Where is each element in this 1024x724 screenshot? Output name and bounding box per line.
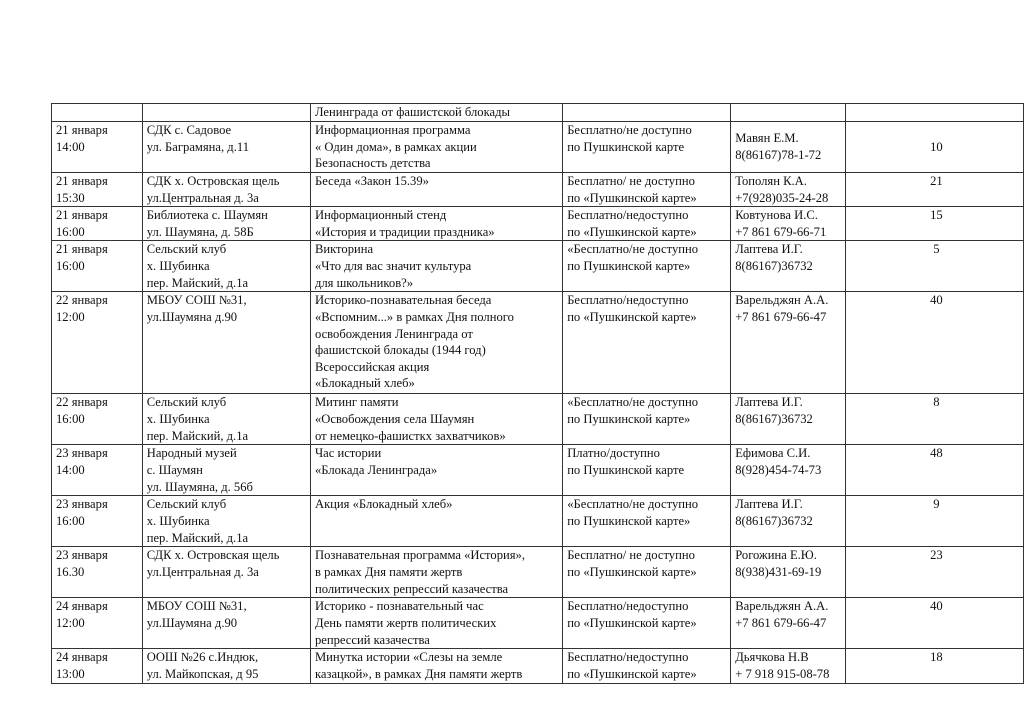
date-line: 23 января bbox=[56, 548, 108, 563]
event-line: «Вспомним...» в рамках Дня полного bbox=[314, 309, 514, 324]
contact-cell bbox=[731, 122, 846, 173]
payment-line: «Бесплатно/не доступно bbox=[567, 395, 699, 410]
contact-line: Ефимова С.И. bbox=[735, 446, 811, 461]
payment-line: по «Пушкинской карте» bbox=[567, 615, 697, 630]
place-line: пер. Майский, д.1а bbox=[146, 428, 249, 443]
event-line: День памяти жертв политических bbox=[314, 615, 497, 630]
payment-line: по Пушкинской карте bbox=[567, 139, 685, 154]
contact-cell bbox=[731, 598, 846, 649]
payment-line: по «Пушкинской карте» bbox=[567, 224, 697, 239]
contact-cell bbox=[731, 547, 846, 598]
place-cell bbox=[142, 241, 310, 292]
table-row bbox=[52, 122, 1024, 173]
count-value: 10 bbox=[930, 139, 943, 154]
place-cell bbox=[142, 104, 310, 122]
contact-line: +7(928)035-24-28 bbox=[735, 190, 829, 205]
place-line: МБОУ СОШ №31, bbox=[146, 293, 247, 308]
event-line: Историко-познавательная беседа bbox=[314, 293, 492, 308]
count-value: 48 bbox=[930, 446, 943, 461]
place-line: х. Шубинка bbox=[146, 513, 210, 528]
place-line: Народный музей bbox=[146, 446, 237, 461]
contact-cell bbox=[731, 241, 846, 292]
contact-cell bbox=[731, 445, 846, 496]
place-cell bbox=[142, 547, 310, 598]
place-cell bbox=[142, 496, 310, 547]
contact-line: 8(938)431-69-19 bbox=[735, 564, 822, 579]
place-line: пер. Майский, д.1а bbox=[146, 530, 249, 545]
contact-cell bbox=[731, 104, 846, 122]
payment-line: Бесплатно/недоступно bbox=[567, 293, 689, 308]
date-cell bbox=[52, 104, 143, 122]
event-line: Митинг памяти bbox=[314, 395, 399, 410]
place-cell bbox=[142, 445, 310, 496]
payment-line: Бесплатно/недоступно bbox=[567, 208, 689, 223]
payment-line: по Пушкинской карте» bbox=[567, 513, 691, 528]
place-line: СДК с. Садовое bbox=[146, 123, 232, 137]
place-line: СДК х. Островская щель bbox=[146, 174, 280, 188]
date-line: 21 января bbox=[56, 242, 108, 257]
event-line: Безопасность детства bbox=[314, 156, 431, 171]
event-cell bbox=[310, 207, 562, 241]
table-row bbox=[52, 445, 1024, 496]
contact-line: 8(86167)78-1-72 bbox=[735, 148, 822, 162]
count-cell bbox=[845, 173, 1023, 207]
date-line: 21 января bbox=[56, 123, 108, 137]
place-line: ул. Шаумяна, д. 58Б bbox=[146, 224, 254, 239]
date-line: 14:00 bbox=[56, 462, 85, 477]
place-line: Сельский клуб bbox=[146, 242, 227, 257]
date-cell bbox=[52, 598, 143, 649]
payment-line: по Пушкинской карте bbox=[567, 462, 685, 477]
payment-cell bbox=[563, 104, 731, 122]
date-line: 12:00 bbox=[56, 309, 85, 324]
event-line: «История и традиции праздника» bbox=[314, 224, 495, 239]
count-cell bbox=[845, 241, 1023, 292]
place-cell bbox=[142, 207, 310, 241]
count-value: 18 bbox=[930, 650, 943, 665]
event-line: казацкой», в рамках Дня памяти жертв bbox=[314, 666, 523, 681]
event-cell bbox=[310, 394, 562, 445]
payment-line: Платно/доступно bbox=[567, 446, 660, 461]
count-cell bbox=[845, 598, 1023, 649]
payment-line: по Пушкинской карте» bbox=[567, 411, 691, 426]
date-cell bbox=[52, 496, 143, 547]
event-line: Познавательная программа «История», bbox=[314, 548, 525, 563]
contact-cell bbox=[731, 649, 846, 683]
event-line: «Блокада Ленинграда» bbox=[314, 462, 438, 477]
count-cell bbox=[845, 445, 1023, 496]
date-line: 21 января bbox=[56, 174, 108, 188]
payment-cell bbox=[563, 207, 731, 241]
place-line: Библиотека с. Шаумян bbox=[146, 208, 268, 223]
event-line: «Освобождения села Шаумян bbox=[314, 411, 475, 426]
event-line: для школьников?» bbox=[314, 275, 414, 290]
event-line: Час истории bbox=[314, 446, 382, 461]
contact-line: Ковтунова И.С. bbox=[735, 208, 818, 223]
date-line: 23 января bbox=[56, 446, 108, 461]
count-value: 21 bbox=[930, 174, 943, 188]
contact-line: +7 861 679-66-47 bbox=[735, 615, 827, 630]
count-value: 40 bbox=[930, 293, 943, 308]
payment-line: по «Пушкинской карте» bbox=[567, 190, 697, 205]
date-line: 16:00 bbox=[56, 258, 85, 273]
contact-line: Лаптева И.Г. bbox=[735, 395, 803, 410]
date-line: 22 января bbox=[56, 293, 108, 308]
place-cell bbox=[142, 292, 310, 394]
payment-cell bbox=[563, 547, 731, 598]
event-line: «Блокадный хлеб» bbox=[314, 376, 415, 391]
count-cell bbox=[845, 547, 1023, 598]
event-line: Ленинграда от фашистской блокады bbox=[314, 105, 510, 119]
payment-cell bbox=[563, 394, 731, 445]
place-line: с. Шаумян bbox=[146, 462, 203, 477]
event-line: Информационный стенд bbox=[314, 208, 447, 223]
count-cell bbox=[845, 122, 1023, 173]
event-line: политических репрессий казачества bbox=[314, 581, 509, 596]
events-table bbox=[51, 103, 1024, 684]
contact-cell bbox=[731, 207, 846, 241]
date-cell bbox=[52, 241, 143, 292]
place-line: ул.Центральная д. 3а bbox=[146, 564, 259, 579]
table-row bbox=[52, 173, 1024, 207]
event-cell bbox=[310, 445, 562, 496]
contact-line: Лаптева И.Г. bbox=[735, 497, 803, 512]
date-line: 12:00 bbox=[56, 615, 85, 630]
count-value: 8 bbox=[933, 395, 940, 410]
table-row bbox=[52, 547, 1024, 598]
payment-line: «Бесплатно/не доступно bbox=[567, 242, 699, 257]
date-line: 16:00 bbox=[56, 224, 85, 239]
place-line: ул.Центральная д. 3а bbox=[146, 190, 259, 205]
count-value: 23 bbox=[930, 548, 943, 563]
date-cell bbox=[52, 547, 143, 598]
event-cell bbox=[310, 598, 562, 649]
table-row bbox=[52, 394, 1024, 445]
contact-line: Дьячкова Н.В bbox=[735, 650, 809, 665]
event-cell bbox=[310, 496, 562, 547]
place-line: ООШ №26 с.Индюк, bbox=[146, 650, 259, 665]
place-line: Сельский клуб bbox=[146, 395, 227, 410]
event-line: Всероссийская акция bbox=[314, 359, 430, 374]
place-line: ул.Шаумяна д.90 bbox=[146, 309, 238, 324]
place-line: х. Шубинка bbox=[146, 411, 210, 426]
contact-line: Варельджян А.А. bbox=[735, 599, 829, 614]
contact-cell bbox=[731, 394, 846, 445]
contact-line: +7 861 679-66-47 bbox=[735, 309, 827, 324]
date-line: 22 января bbox=[56, 395, 108, 410]
contact-cell bbox=[731, 292, 846, 394]
place-line: МБОУ СОШ №31, bbox=[146, 599, 247, 614]
date-line: 16.30 bbox=[56, 564, 85, 579]
payment-line: по «Пушкинской карте» bbox=[567, 564, 697, 579]
payment-cell bbox=[563, 173, 731, 207]
date-line: 24 января bbox=[56, 599, 108, 614]
event-line: «Что для вас значит культура bbox=[314, 258, 472, 273]
event-line: фашистской блокады (1944 год) bbox=[314, 343, 486, 358]
place-cell bbox=[142, 598, 310, 649]
date-cell bbox=[52, 394, 143, 445]
date-cell bbox=[52, 173, 143, 207]
event-line: Минутка истории «Слезы на земле bbox=[314, 650, 503, 665]
count-value: 5 bbox=[933, 242, 940, 257]
event-line: Викторина bbox=[314, 242, 374, 257]
contact-line: Тополян К.А. bbox=[735, 174, 807, 188]
payment-line: по «Пушкинской карте» bbox=[567, 309, 697, 324]
contact-line: Мавян Е.М. bbox=[735, 131, 799, 146]
event-line: « Один дома», в рамках акции bbox=[314, 139, 477, 154]
date-cell bbox=[52, 292, 143, 394]
date-cell bbox=[52, 207, 143, 241]
payment-cell bbox=[563, 598, 731, 649]
count-cell bbox=[845, 104, 1023, 122]
date-line: 15:30 bbox=[56, 190, 85, 205]
date-line: 24 января bbox=[56, 650, 108, 665]
contact-line: 8(86167)36732 bbox=[735, 258, 813, 273]
date-line: 16:00 bbox=[56, 513, 85, 528]
place-line: СДК х. Островская щель bbox=[146, 548, 280, 563]
count-cell bbox=[845, 496, 1023, 547]
table-row bbox=[52, 598, 1024, 649]
event-cell bbox=[310, 649, 562, 683]
date-cell bbox=[52, 649, 143, 683]
event-line: освобождения Ленинграда от bbox=[314, 326, 473, 341]
event-cell bbox=[310, 173, 562, 207]
date-line: 23 января bbox=[56, 497, 108, 512]
contact-line: Рогожина Е.Ю. bbox=[735, 548, 817, 563]
event-cell bbox=[310, 547, 562, 598]
table-header-row bbox=[52, 104, 1024, 122]
date-line: 21 января bbox=[56, 208, 108, 223]
place-line: ул. Баграмяна, д.11 bbox=[146, 139, 249, 154]
contact-line: + 7 918 915-08-78 bbox=[735, 666, 830, 681]
payment-line: «Бесплатно/не доступно bbox=[567, 497, 699, 512]
event-cell bbox=[310, 292, 562, 394]
place-line: ул.Шаумяна д.90 bbox=[146, 615, 238, 630]
contact-line: 8(86167)36732 bbox=[735, 513, 813, 528]
place-cell bbox=[142, 649, 310, 683]
event-cell bbox=[310, 241, 562, 292]
event-line: Беседа «Закон 15.39» bbox=[314, 174, 429, 188]
table-row bbox=[52, 496, 1024, 547]
event-cell bbox=[310, 122, 562, 173]
payment-line: по «Пушкинской карте» bbox=[567, 666, 697, 681]
contact-cell bbox=[731, 496, 846, 547]
place-line: пер. Майский, д.1а bbox=[146, 275, 249, 290]
event-line: Акция «Блокадный хлеб» bbox=[314, 497, 453, 512]
contact-line: Лаптева И.Г. bbox=[735, 242, 803, 257]
payment-cell bbox=[563, 241, 731, 292]
payment-line: Бесплатно/ не доступно bbox=[567, 548, 695, 563]
payment-line: Бесплатно/недоступно bbox=[567, 599, 689, 614]
place-cell bbox=[142, 394, 310, 445]
count-value: 40 bbox=[930, 599, 943, 614]
contact-line: 8(86167)36732 bbox=[735, 411, 813, 426]
contact-cell bbox=[731, 173, 846, 207]
event-line: в рамках Дня памяти жертв bbox=[314, 564, 463, 579]
date-line: 13:00 bbox=[56, 666, 85, 681]
count-cell bbox=[845, 292, 1023, 394]
table-row bbox=[52, 292, 1024, 394]
table-row bbox=[52, 241, 1024, 292]
place-line: ул. Майкопская, д 95 bbox=[146, 666, 259, 681]
payment-cell bbox=[563, 122, 731, 173]
payment-line: Бесплатно/ не доступно bbox=[567, 174, 695, 188]
event-line: Историко - познавательный час bbox=[314, 599, 484, 614]
events-table-body bbox=[52, 104, 1024, 684]
place-line: х. Шубинка bbox=[146, 258, 210, 273]
contact-line: +7 861 679-66-71 bbox=[735, 224, 827, 239]
payment-cell bbox=[563, 445, 731, 496]
count-value: 9 bbox=[933, 497, 940, 512]
event-line: от немецко-фашисткх захватчиков» bbox=[314, 428, 506, 443]
event-line: репрессий казачества bbox=[314, 632, 430, 647]
count-cell bbox=[845, 649, 1023, 683]
date-cell bbox=[52, 122, 143, 173]
count-cell bbox=[845, 394, 1023, 445]
payment-cell bbox=[563, 649, 731, 683]
date-line: 16:00 bbox=[56, 411, 85, 426]
event-cell bbox=[310, 104, 562, 122]
payment-cell bbox=[563, 496, 731, 547]
date-cell bbox=[52, 445, 143, 496]
contact-line: 8(928)454-74-73 bbox=[735, 462, 822, 477]
event-line: Информационная программа bbox=[314, 123, 471, 137]
count-cell bbox=[845, 207, 1023, 241]
date-line: 14:00 bbox=[56, 139, 85, 154]
place-line: Сельский клуб bbox=[146, 497, 227, 512]
place-cell bbox=[142, 122, 310, 173]
table-row bbox=[52, 207, 1024, 241]
contact-line: Варельджян А.А. bbox=[735, 293, 829, 308]
payment-line: Бесплатно/недоступно bbox=[567, 650, 689, 665]
count-value: 15 bbox=[930, 208, 943, 223]
place-cell bbox=[142, 173, 310, 207]
table-row bbox=[52, 649, 1024, 683]
place-line: ул. Шаумяна, д. 56б bbox=[146, 479, 253, 494]
payment-line: Бесплатно/не доступно bbox=[567, 123, 692, 137]
payment-line: по Пушкинской карте» bbox=[567, 258, 691, 273]
payment-cell bbox=[563, 292, 731, 394]
